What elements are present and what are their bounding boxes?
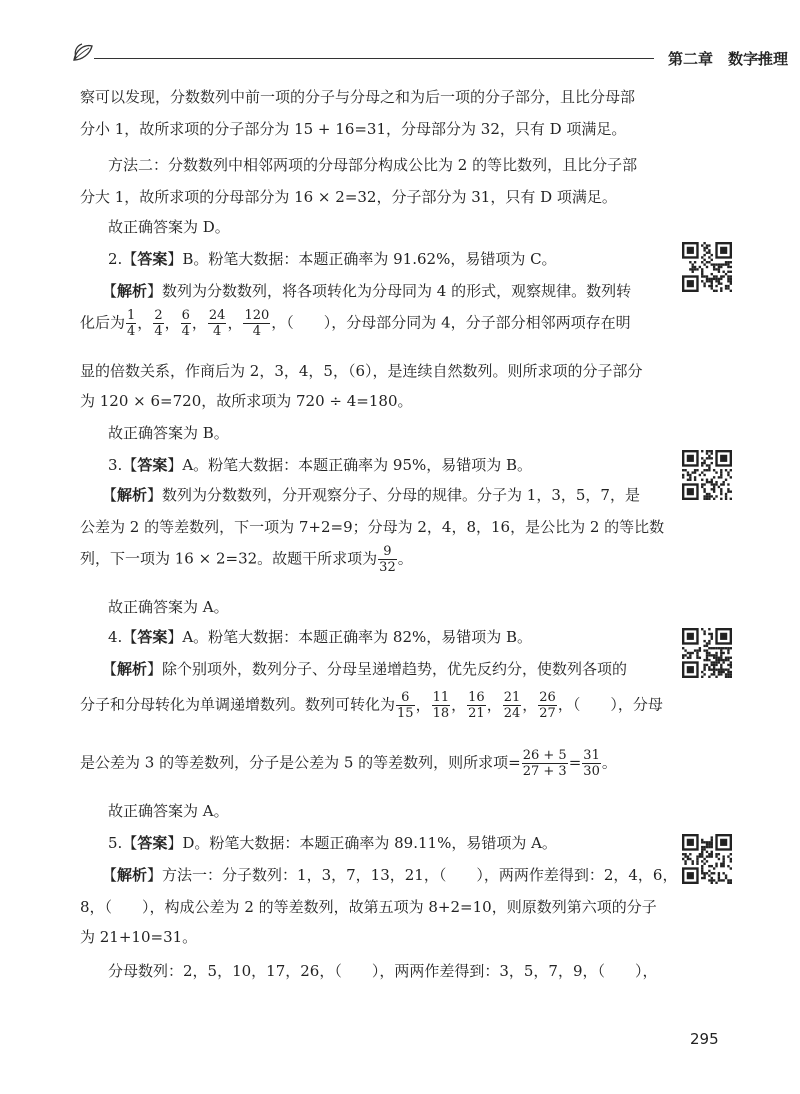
fraction: $\frac{26 + 5}{27 + 3}$: [522, 748, 567, 779]
numerator: 16: [468, 690, 485, 705]
page-header: [70, 38, 789, 68]
fraction: [126, 308, 136, 339]
fraction: $\frac{9}{32}$: [379, 544, 396, 575]
text-line: 8，（ ），构成公差为 2 的等差数列，故第五项为 8+2=10，则原数列第六项的分子: [80, 898, 657, 916]
numerator: 1: [127, 308, 136, 323]
question-4-formula-line: 是公差为 3 的等差数列，分子是公差为 5 的等差数列，则所求项= $\frac{26 + 5}{27 + 3}$ = $\frac{31}{30}$ 。: [80, 748, 617, 779]
separator: ，: [137, 313, 153, 332]
qr-code-icon[interactable]: [682, 628, 732, 678]
separator: ，: [191, 313, 207, 332]
text-line: 故正确答案为 D。: [108, 218, 230, 236]
numerator: 24: [208, 308, 226, 323]
qr-code-icon[interactable]: [682, 242, 732, 292]
qr-code-icon[interactable]: [682, 834, 732, 884]
fraction: [467, 690, 486, 721]
fraction-sequence: [395, 690, 558, 721]
denominator: 24: [503, 706, 521, 721]
text-line: 显的倍数关系，作商后为 2，3，4，5，（6），是连续自然数列。则所求项的分子部分: [80, 362, 643, 380]
fraction: [396, 690, 415, 721]
fraction: [538, 690, 557, 721]
text-line: 察可以发现，分数数列中前一项的分子与分母之和为后一项的分子部分，且比分母部: [80, 88, 636, 106]
denominator: 27: [539, 706, 556, 721]
text-line: 公差为 2 的等差数列，下一项为 7+2=9；分母为 2，4，8，16，是公比为 2 的等比数: [80, 518, 665, 536]
denominator: 21: [468, 706, 485, 721]
separator: ，: [227, 313, 243, 332]
numerator: 2: [154, 308, 163, 323]
header-rule-left: [94, 58, 654, 59]
question-4-analysis: 【解析】除个别项外，数列分子、分母呈递增趋势，优先反约分，使数列各项的: [102, 660, 628, 678]
text-line: 分大 1，故所求项的分母部分为 16 × 2=32，分子部分为 31，只有 D 项满足。: [80, 188, 617, 206]
text-line: 故正确答案为 A。: [108, 802, 229, 820]
fraction: [208, 308, 227, 339]
question-3-fraction-line: 列，下一项为 16 × 2=32。故题干所求项为 $\frac{9}{32}$ 。: [80, 544, 413, 575]
text-line: 分小 1，故所求项的分子部分为 15 + 16=31，分母部分为 32，只有 D 项满足。: [80, 120, 627, 138]
numerator: 6: [396, 690, 415, 706]
text-line: 为 120 × 6=720，故所求项为 720 ÷ 4=180。: [80, 392, 413, 410]
fraction-sequence: [125, 308, 271, 339]
question-2-fraction-line: 化后为 $\frac{1}{4}$ ， $\frac{2}{4}$ ， $\frac{6}{4}$ ， $\frac{24}{4}$ ， $\frac{120}{4}$ ，（ ），分母部分同为 4，分子部分相邻两项存在明: [80, 308, 631, 339]
numerator: 120: [244, 308, 270, 323]
denominator: 4: [252, 324, 262, 339]
fraction: [153, 308, 163, 339]
fraction: $\frac{31}{30}$: [583, 748, 600, 779]
leaf-icon: [70, 38, 100, 68]
separator: ，: [415, 695, 431, 714]
question-5-answer: 5.【答案】D。粉笔大数据：本题正确率为 89.11%，易错项为 A。: [108, 834, 557, 852]
question-5-analysis: 【解析】方法一：分子数列：1，3，7，13，21，（ ），两两作差得到：2，4，6，: [102, 866, 678, 884]
numerator: 11: [432, 690, 450, 705]
qr-code-icon[interactable]: [682, 450, 732, 500]
separator: ，: [164, 313, 180, 332]
text-line: 故正确答案为 B。: [108, 424, 229, 442]
denominator: 15: [397, 706, 414, 721]
fraction: [432, 690, 451, 721]
question-4-answer: 4.【答案】A。粉笔大数据：本题正确率为 82%，易错项为 B。: [108, 628, 533, 646]
text-line: 分母数列：2，5，10，17，26，（ ），两两作差得到：3，5，7，9，（ ），: [108, 962, 658, 980]
header-rule-right: [752, 58, 770, 59]
denominator: 4: [154, 324, 163, 339]
separator: ，: [451, 695, 467, 714]
text-line: 方法二：分数数列中相邻两项的分母部分构成公比为 2 的等比数列，且比分子部: [108, 156, 638, 174]
numerator: 26: [539, 690, 556, 705]
question-2-answer: 2.【答案】B。粉笔大数据：本题正确率为 91.62%，易错项为 C。: [108, 250, 557, 268]
text-line: 故正确答案为 A。: [108, 598, 229, 616]
separator: ，: [486, 695, 502, 714]
fraction: [181, 308, 191, 339]
question-3-answer: 3.【答案】A。粉笔大数据：本题正确率为 95%，易错项为 B。: [108, 456, 533, 474]
fraction: [503, 690, 522, 721]
numerator: 6: [181, 308, 190, 323]
question-3-analysis: 【解析】数列为分数数列，分开观察分子、分母的规律。分子为 1，3，5，7，是: [102, 486, 640, 504]
page-number: 295: [690, 1030, 719, 1048]
denominator: 4: [181, 324, 190, 339]
question-2-analysis: 【解析】数列为分数数列，将各项转化为分母同为 4 的形式，观察规律。数列转: [102, 282, 632, 300]
question-4-fraction-line: 分子和分母转化为单调递增数列。数列可转化为 $\frac{6}{15}$ ， $\frac{11}{18}$ ， $\frac{16}{21}$ ， $\frac{21}{24}$ ， $\frac{26}{27}$ ，（ ），分母: [80, 690, 663, 721]
denominator: 18: [432, 706, 450, 721]
chapter-title: 第二章 数字推理: [668, 50, 789, 68]
denominator: 4: [213, 324, 222, 339]
separator: ，: [522, 695, 538, 714]
numerator: 21: [503, 690, 521, 705]
denominator: 4: [127, 324, 136, 339]
text-line: 为 21+10=31。: [80, 928, 198, 946]
fraction: [243, 308, 270, 339]
